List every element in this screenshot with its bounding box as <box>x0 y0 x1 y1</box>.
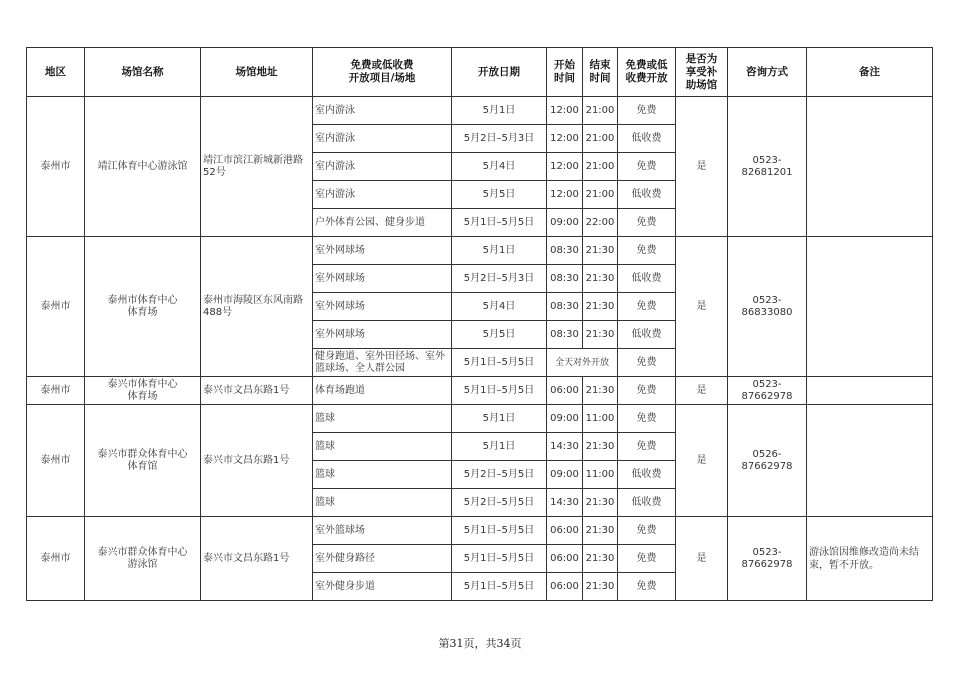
venue-address-cell: 泰兴市文昌东路1号 <box>201 517 313 601</box>
contact-cell: 0526-87662978 <box>728 405 807 517</box>
item-cell: 室外网球场 <box>313 265 452 293</box>
table-row <box>27 377 933 405</box>
item-cell: 室内游泳 <box>313 125 452 153</box>
end-time-cell: 21:30 <box>583 545 618 573</box>
open-time-cell: 全天对外开放 <box>547 349 618 377</box>
region-cell: 泰州市 <box>27 377 85 405</box>
item-cell: 室内游泳 <box>313 97 452 125</box>
start-time-cell: 06:00 <box>547 517 583 545</box>
start-time-cell: 12:00 <box>547 153 583 181</box>
region-cell: 泰州市 <box>27 517 85 601</box>
region-cell: 泰州市 <box>27 237 85 377</box>
date-cell: 5月1日 <box>452 433 547 461</box>
fee-type-cell: 免费 <box>618 97 676 125</box>
start-time-cell: 14:30 <box>547 433 583 461</box>
remark-cell <box>807 405 933 517</box>
start-time-cell: 06:00 <box>547 545 583 573</box>
end-time-cell: 21:30 <box>583 377 618 405</box>
venue-name-cell: 泰州市体育中心 体育场 <box>85 237 201 377</box>
header-end-time: 结束 时间 <box>583 48 618 97</box>
remark-cell <box>807 97 933 237</box>
start-time-cell: 14:30 <box>547 489 583 517</box>
item-cell: 室内游泳 <box>313 181 452 209</box>
item-cell: 室内游泳 <box>313 153 452 181</box>
end-time-cell: 21:30 <box>583 489 618 517</box>
table-row <box>27 97 933 125</box>
item-cell: 篮球 <box>313 433 452 461</box>
table-row <box>27 405 933 433</box>
header-row <box>27 48 933 97</box>
fee-type-cell: 免费 <box>618 405 676 433</box>
venue-address-cell: 泰兴市文昌东路1号 <box>201 377 313 405</box>
date-cell: 5月2日–5月5日 <box>452 489 547 517</box>
start-time-cell: 12:00 <box>547 125 583 153</box>
table-row <box>27 517 933 545</box>
contact-cell: 0523-87662978 <box>728 517 807 601</box>
item-cell: 户外体育公园、健身步道 <box>313 209 452 237</box>
date-cell: 5月1日–5月5日 <box>452 573 547 601</box>
item-cell: 健身跑道、室外田径场、室外篮球场、全人群公园 <box>313 349 452 377</box>
start-time-cell: 12:00 <box>547 181 583 209</box>
contact-cell: 0523-87662978 <box>728 377 807 405</box>
venue-address-cell: 泰州市海陵区东风南路488号 <box>201 237 313 377</box>
end-time-cell: 21:00 <box>583 153 618 181</box>
start-time-cell: 08:30 <box>547 321 583 349</box>
start-time-cell: 09:00 <box>547 405 583 433</box>
end-time-cell: 21:30 <box>583 433 618 461</box>
region-cell: 泰州市 <box>27 405 85 517</box>
item-cell: 篮球 <box>313 461 452 489</box>
header-venue-name: 场馆名称 <box>85 48 201 97</box>
item-cell: 体育场跑道 <box>313 377 452 405</box>
fee-type-cell: 免费 <box>618 545 676 573</box>
venue-address-cell: 靖江市滨江新城新港路52号 <box>201 97 313 237</box>
start-time-cell: 09:00 <box>547 461 583 489</box>
table-row <box>27 237 933 265</box>
subsidized-cell: 是 <box>676 97 728 237</box>
venue-name-cell: 泰兴市群众体育中心 游泳馆 <box>85 517 201 601</box>
fee-type-cell: 低收费 <box>618 461 676 489</box>
start-time-cell: 08:30 <box>547 265 583 293</box>
end-time-cell: 21:00 <box>583 181 618 209</box>
contact-cell: 0523-82681201 <box>728 97 807 237</box>
end-time-cell: 21:30 <box>583 321 618 349</box>
item-cell: 篮球 <box>313 405 452 433</box>
date-cell: 5月1日–5月5日 <box>452 377 547 405</box>
contact-cell: 0523-86833080 <box>728 237 807 377</box>
header-region: 地区 <box>27 48 85 97</box>
date-cell: 5月5日 <box>452 321 547 349</box>
date-cell: 5月1日–5月5日 <box>452 545 547 573</box>
header-venue-address: 场馆地址 <box>201 48 313 97</box>
date-cell: 5月1日–5月5日 <box>452 209 547 237</box>
item-cell: 室外健身步道 <box>313 573 452 601</box>
date-cell: 5月1日 <box>452 405 547 433</box>
subsidized-cell: 是 <box>676 377 728 405</box>
end-time-cell: 11:00 <box>583 405 618 433</box>
item-cell: 室外网球场 <box>313 293 452 321</box>
fee-type-cell: 低收费 <box>618 125 676 153</box>
venue-name-cell: 靖江体育中心游泳馆 <box>85 97 201 237</box>
item-cell: 室外网球场 <box>313 321 452 349</box>
fee-type-cell: 免费 <box>618 377 676 405</box>
subsidized-cell: 是 <box>676 237 728 377</box>
venue-name-cell: 泰兴市群众体育中心 体育馆 <box>85 405 201 517</box>
date-cell: 5月2日–5月3日 <box>452 265 547 293</box>
header-dates: 开放日期 <box>452 48 547 97</box>
end-time-cell: 21:00 <box>583 97 618 125</box>
end-time-cell: 11:00 <box>583 461 618 489</box>
header-fee-type: 免费或低 收费开放 <box>618 48 676 97</box>
venue-name-cell: 泰兴市体育中心 体育场 <box>85 377 201 405</box>
region-cell: 泰州市 <box>27 97 85 237</box>
venue-table-body <box>27 97 933 601</box>
header-subsidized: 是否为 享受补 助场馆 <box>676 48 728 97</box>
date-cell: 5月1日 <box>452 237 547 265</box>
start-time-cell: 12:00 <box>547 97 583 125</box>
venue-table <box>26 47 933 601</box>
fee-type-cell: 免费 <box>618 349 676 377</box>
fee-type-cell: 免费 <box>618 517 676 545</box>
end-time-cell: 22:00 <box>583 209 618 237</box>
subsidized-cell: 是 <box>676 405 728 517</box>
header-remark: 备注 <box>807 48 933 97</box>
date-cell: 5月4日 <box>452 293 547 321</box>
remark-cell <box>807 377 933 405</box>
start-time-cell: 09:00 <box>547 209 583 237</box>
end-time-cell: 21:30 <box>583 573 618 601</box>
date-cell: 5月1日–5月5日 <box>452 349 547 377</box>
fee-type-cell: 免费 <box>618 153 676 181</box>
venue-table-container <box>26 47 932 601</box>
start-time-cell: 08:30 <box>547 237 583 265</box>
fee-type-cell: 免费 <box>618 573 676 601</box>
header-items: 免费或低收费 开放项目/场地 <box>313 48 452 97</box>
fee-type-cell: 低收费 <box>618 181 676 209</box>
item-cell: 室外网球场 <box>313 237 452 265</box>
start-time-cell: 08:30 <box>547 293 583 321</box>
date-cell: 5月4日 <box>452 153 547 181</box>
end-time-cell: 21:30 <box>583 265 618 293</box>
start-time-cell: 06:00 <box>547 377 583 405</box>
start-time-cell: 06:00 <box>547 573 583 601</box>
fee-type-cell: 低收费 <box>618 265 676 293</box>
date-cell: 5月5日 <box>452 181 547 209</box>
fee-type-cell: 免费 <box>618 293 676 321</box>
date-cell: 5月2日–5月3日 <box>452 125 547 153</box>
date-cell: 5月2日–5月5日 <box>452 461 547 489</box>
remark-cell <box>807 237 933 377</box>
page-number-footer: 第31页，共34页 <box>438 637 522 650</box>
item-cell: 篮球 <box>313 489 452 517</box>
fee-type-cell: 低收费 <box>618 489 676 517</box>
end-time-cell: 21:30 <box>583 237 618 265</box>
venue-address-cell: 泰兴市文昌东路1号 <box>201 405 313 517</box>
end-time-cell: 21:00 <box>583 125 618 153</box>
date-cell: 5月1日 <box>452 97 547 125</box>
subsidized-cell: 是 <box>676 517 728 601</box>
remark-cell: 游泳馆因维修改造尚未结束，暂不开放。 <box>807 517 933 601</box>
item-cell: 室外篮球场 <box>313 517 452 545</box>
date-cell: 5月1日–5月5日 <box>452 517 547 545</box>
header-contact: 咨询方式 <box>728 48 807 97</box>
fee-type-cell: 免费 <box>618 237 676 265</box>
header-start-time: 开始 时间 <box>547 48 583 97</box>
fee-type-cell: 低收费 <box>618 321 676 349</box>
fee-type-cell: 免费 <box>618 433 676 461</box>
end-time-cell: 21:30 <box>583 293 618 321</box>
fee-type-cell: 免费 <box>618 209 676 237</box>
item-cell: 室外健身路径 <box>313 545 452 573</box>
end-time-cell: 21:30 <box>583 517 618 545</box>
